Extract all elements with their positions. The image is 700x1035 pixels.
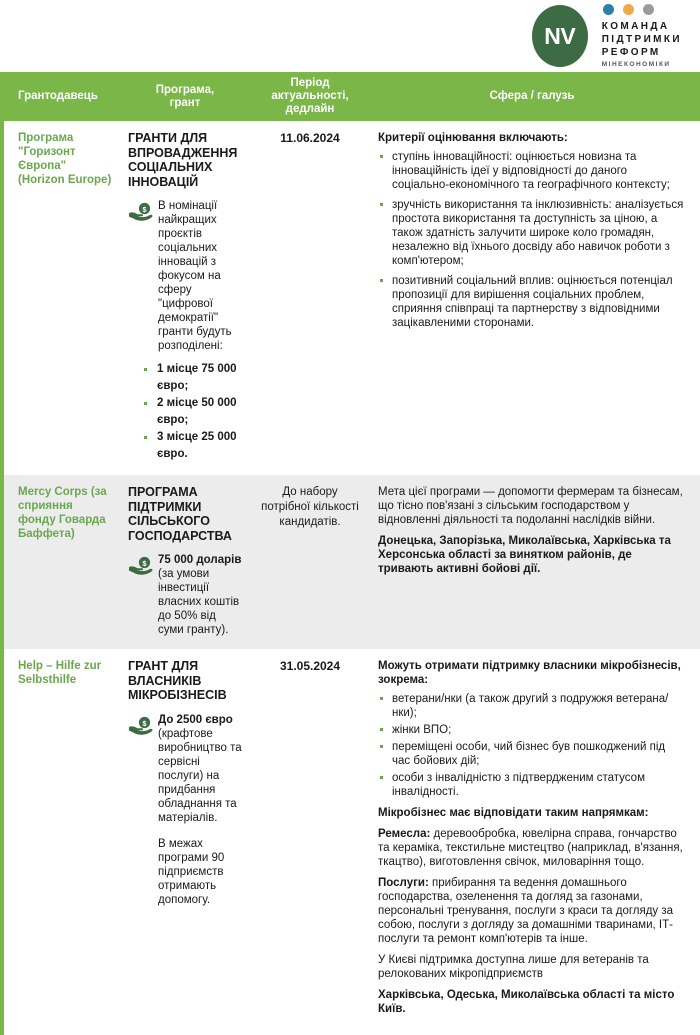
kyiv-note: У Києві підтримка доступна лише для ветеранів та релокованих мікропідприємств [378,954,649,980]
column-header-deadline-line2: актуальності, [271,90,349,102]
logo-group [532,4,682,68]
column-header-scope: Сфера / галузь [489,90,575,102]
svg-text:$: $ [142,718,147,728]
program-title: ГРАНТ ДЛЯ ВЛАСНИКІВ МІКРОБІЗНЕСІВ [128,659,227,702]
cell-donor [4,649,120,1035]
cell-program [120,649,250,1035]
hand-with-coin-icon [128,199,158,353]
amount-note: (крафтове виробництво та сервісні послуги) на придбання обладнання та матеріалів. [158,727,242,824]
crafts-label: Ремесла: [378,828,431,840]
deadline-value: 31.05.2024 [279,659,341,673]
column-header-donor: Грантодавець [18,90,98,102]
table-row [0,475,700,649]
scope-bullet-list [378,150,684,330]
scope-subheading: Мікробізнес має відповідати таким напрямкам: [378,807,649,819]
scope-paragraph: Мета цієї програми — допомогти фермерам та бізнесам, що тісно пов'язані з сільським господарством у відновленні діяльності та подоланні наслідків війни. [378,486,683,526]
list-item: зручність використання та інклюзивність: аналізується простота використання та доступність за ціною, а також здатність залучити широке коло громадян, незалежно від їхнього досвіду або навичок роботи з комп'ютером; [378,198,684,268]
dot-gray-icon [643,4,654,15]
svg-text:$: $ [142,204,147,214]
scope-heading: Можуть отримати підтримку власники мікробізнесів, зокрема: [378,660,681,686]
list-item: переміщені особи, чий бізнес був пошкоджений під час бойових дій; [378,740,684,768]
crafts-paragraph [378,827,684,869]
amount-text: В номінації найкращих проєктів соціальних інновацій з фокусом на сферу "цифрової демократії" гранти будуть розподілені: [158,200,232,352]
cell-program [120,121,250,475]
list-item: 2 місце 50 000 євро; [144,395,242,429]
list-item: ветерани/нки (а також другий з подружжя ветерана/нки); [378,692,684,720]
list-item: 1 місце 75 000 євро; [144,361,242,395]
program-title: ГРАНТИ ДЛЯ ВПРОВАДЖЕННЯ СОЦІАЛЬНИХ ІННОВАЦІЙ [128,131,238,189]
cell-scope [370,649,696,1035]
brand-line-3: РЕФОРМ [601,47,661,58]
scope-heading: Критерії оцінювання включають: [378,132,568,144]
list-item: жінки ВПО; [378,723,684,737]
column-header-program-line2: грант [169,96,201,109]
services-label: Послуги: [378,877,429,889]
services-paragraph [378,876,684,946]
column-header-program [120,79,250,115]
cell-donor [4,121,120,475]
list-item: 3 місце 25 000 євро. [144,429,242,463]
column-header-deadline [250,72,370,121]
crafts-text: деревообробка, ювелірна справа, гончарство та кераміка, текстильне мистецтво (наприклад, в'язання, ткацтво), виготовлення свічок, миловаріння тощо. [378,828,683,868]
svg-text:$: $ [142,558,147,568]
table-header-row [0,72,700,121]
scope-regions: Харківська, Одеська, Миколаївська області та місто Київ. [378,989,675,1015]
team-branding-block [602,4,682,68]
cell-scope [370,121,696,475]
cell-deadline [250,121,370,475]
cell-scope [370,475,696,649]
amount-note: (за умови інвестиції власних коштів до 50% від суми гранту). [158,568,240,636]
amount-list [128,361,242,463]
header-logo-strip [0,0,700,72]
donor-name: Mercy Corps (за сприяння фонду Говарда Баффета) [18,486,107,540]
table-row [0,649,700,1035]
amount-block [128,199,242,353]
donor-name: Програма "Горизонт Європа" (Horizon Europe) [18,132,112,186]
services-text: прибирання та ведення домашнього господарства, озеленення та догляд за газонами, персональні тренування, послуги з краси та догляду за собою, послуги з догляду за домашніми тваринами, ІТ-послуги та ремонт комп'ютерів та інше. [378,877,674,945]
program-note: В межах програми 90 підприємств отримають допомогу. [158,837,225,906]
nv-logo-badge [532,5,588,67]
list-item: позитивний соціальний вплив: оцінюється потенціал пропозиції для вирішення соціальних проблем, сприяння співпраці та партнерству з відповідними зацікавленими сторонами. [378,274,684,330]
column-header-deadline-line1: Період [290,77,330,89]
amount-block [128,553,242,637]
brand-line-2: ПІДТРИМКИ [601,34,682,45]
amount-block [128,713,242,825]
scope-regions: Донецька, Запорізька, Миколаївська, Харківська та Херсонська області за винятком районів, де тривають активні бойові дії. [378,535,671,575]
list-item: особи з інвалідністю з підтвердженим статусом інвалідності. [378,771,684,799]
cell-deadline [250,649,370,1035]
brand-subline: МІНЕКОНОМІКИ [601,61,671,68]
scope-bullet-list [378,692,684,799]
deadline-value: До набору потрібної кількості кандидатів. [261,486,359,528]
program-title: ПРОГРАМА ПІДТРИМКИ СІЛЬСЬКОГО ГОСПОДАРСТВА [128,485,232,543]
grants-table [0,72,700,1035]
cell-donor [4,475,120,649]
hand-with-coin-icon [128,553,158,637]
dot-blue-icon [603,4,614,15]
nv-logo-text: NV [544,22,576,49]
amount-value: 75 000 доларів [158,554,242,566]
table-row [0,121,700,475]
brand-line-1: КОМАНДА [601,21,670,32]
amount-text-wrap [158,713,242,825]
amount-text-wrap [158,553,242,637]
deadline-value: 11.06.2024 [280,131,340,145]
column-header-program-line1: Програма, [155,83,215,96]
column-header-deadline-line3: дедлайн [285,103,335,115]
hand-with-coin-icon [128,713,158,825]
amount-value: До 2500 євро [158,713,233,726]
list-item: ступінь інноваційності: оцінюється новизна та інноваційність ідеї у відповідності до даного соціально-економічного та географічного контексту; [378,150,684,192]
donor-name: Help – Hilfe zur Selbsthilfe [18,660,102,686]
cell-deadline [250,475,370,649]
dot-orange-icon [623,4,634,15]
cell-program [120,475,250,649]
brand-dots [603,4,682,15]
